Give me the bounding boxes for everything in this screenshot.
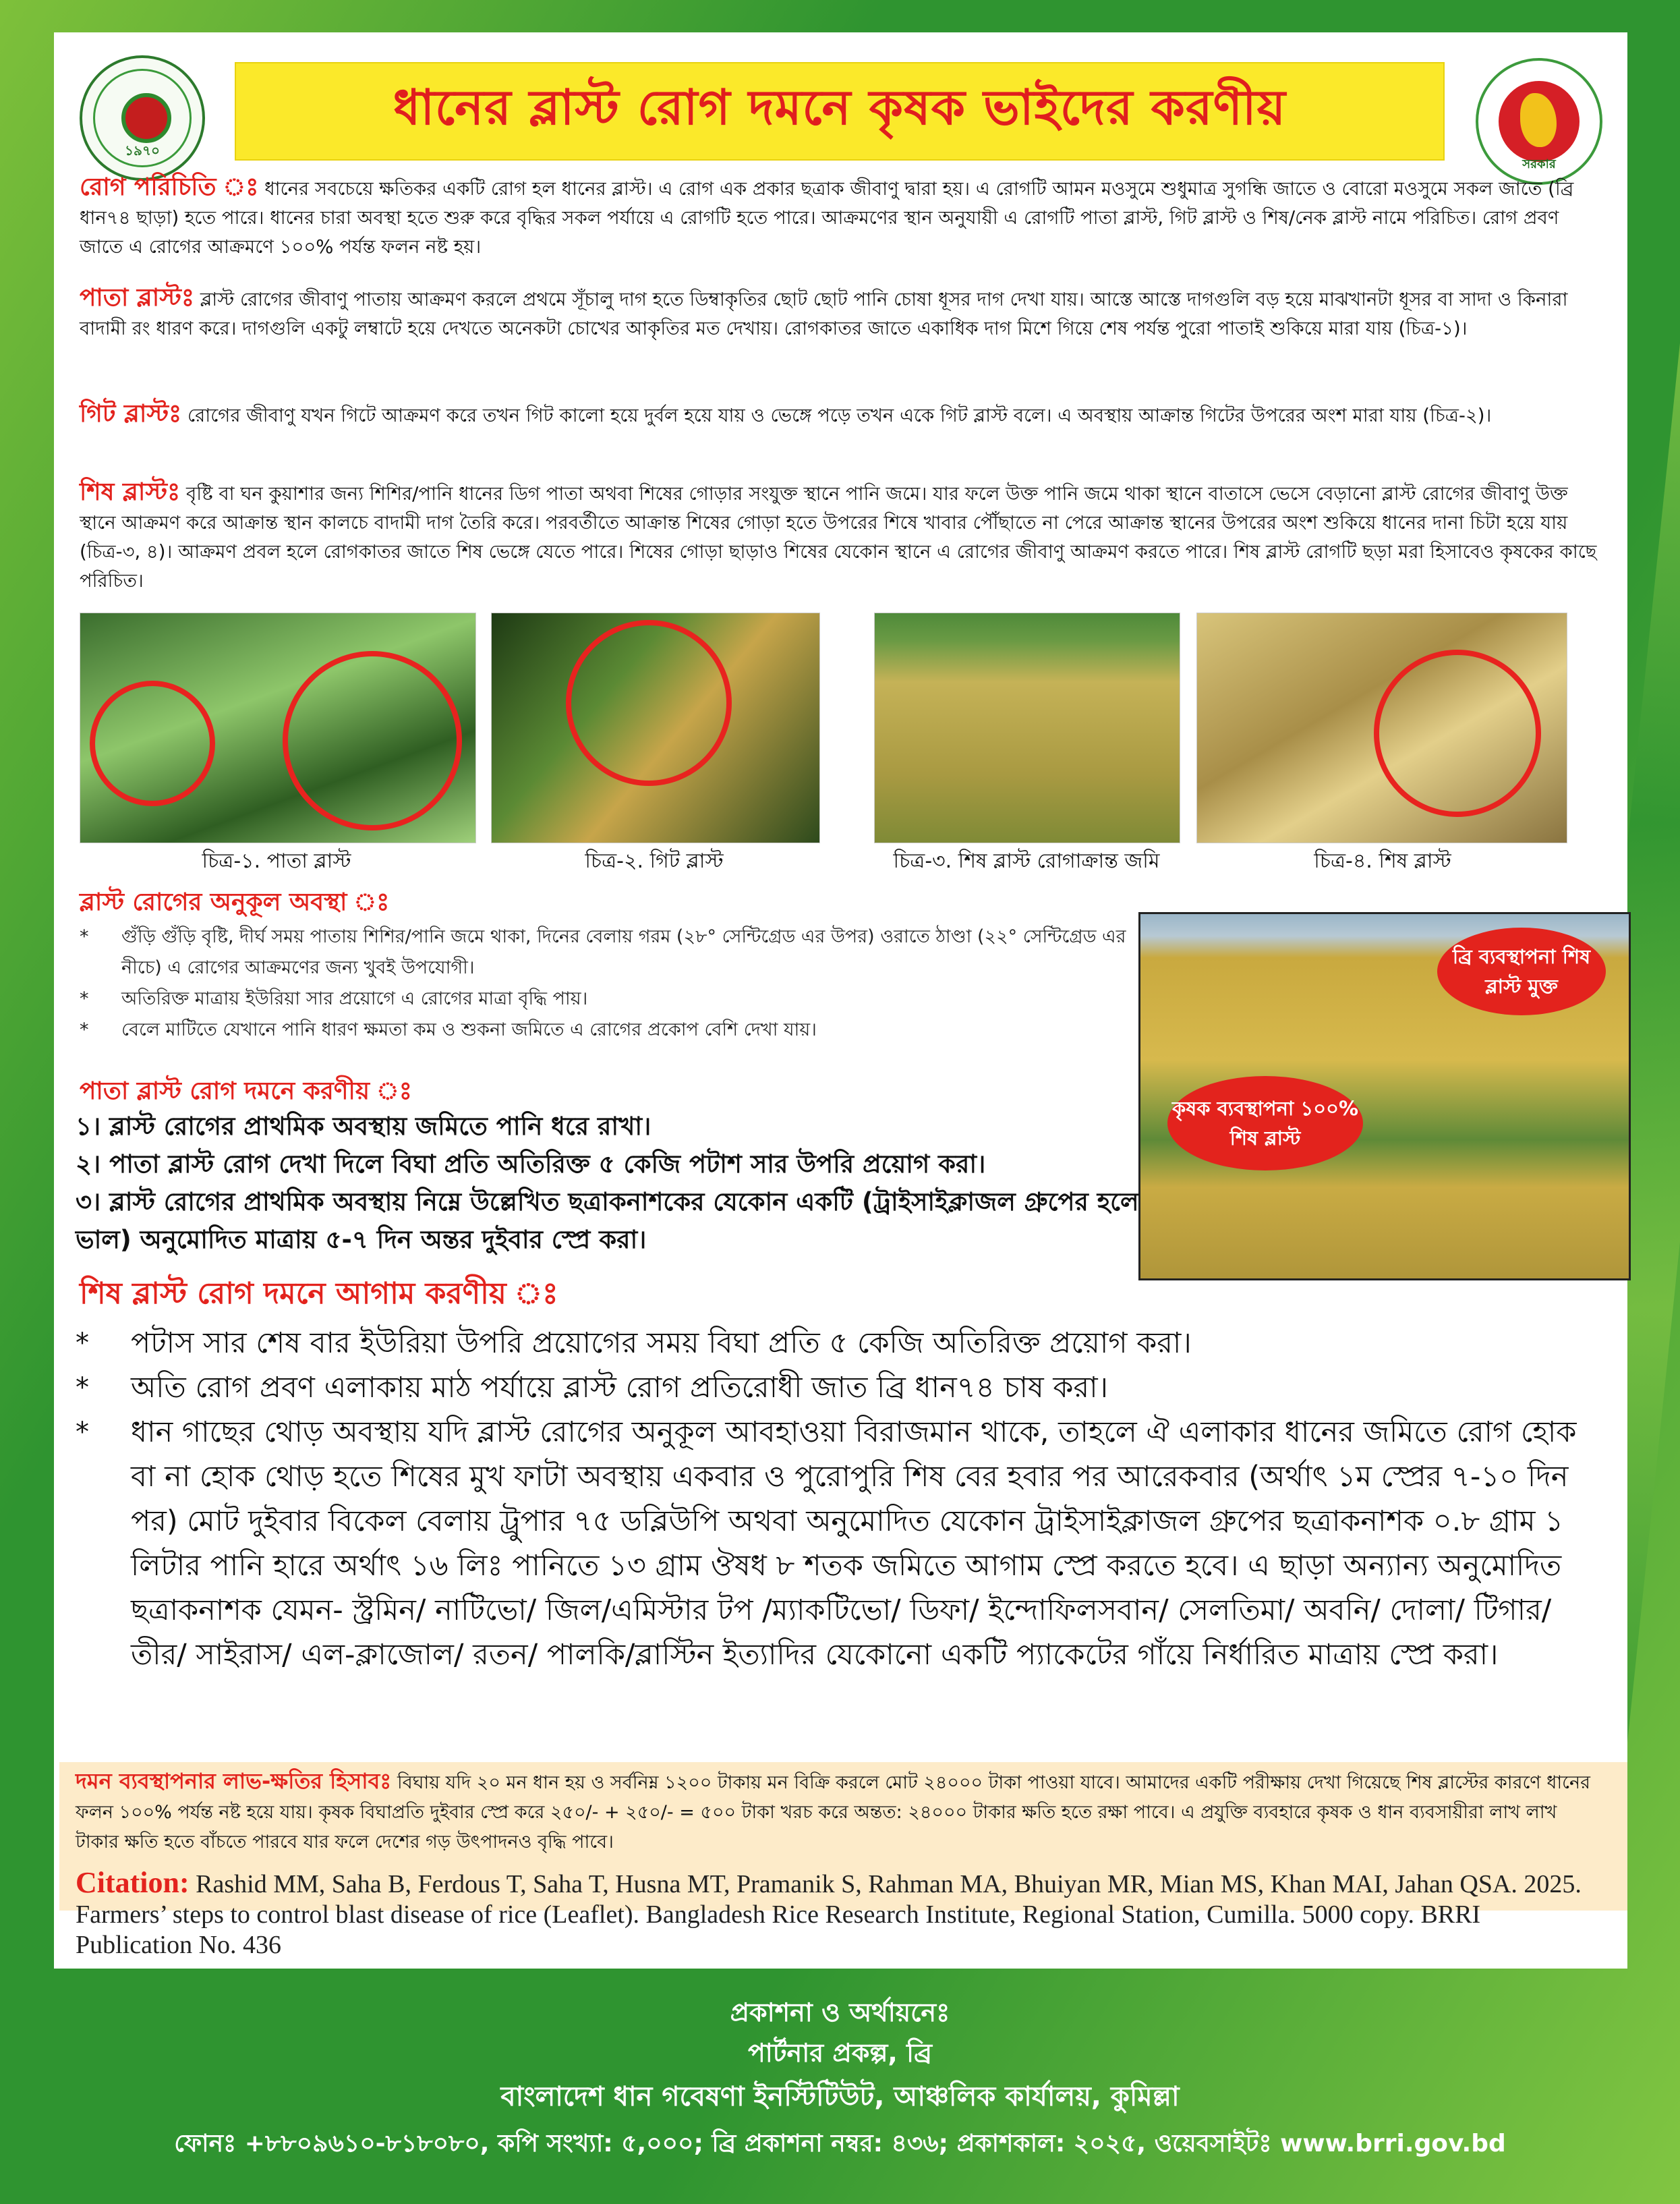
figure-1-photo: [80, 613, 476, 843]
figure-3-photo: [874, 613, 1180, 843]
favorable-heading: ব্লাস্ট রোগের অনুকূল অবস্থা ঃ: [80, 888, 390, 916]
list-item: * ধান গাছের থোড় অবস্থায় যদি ব্লাস্ট রোগের অনুকূল আবহাওয়া বিরাজমান থাকে, তাহলে ঐ এলাকার ধানের জমিতে রোগ হোক বা না হোক থোড় হতে শিষের মুখ ফাটা অবস্থায় একবার ও পুরোপুরি শিষ বের হবার পর আরেকবার (অর্থাৎ ১ম স্প্রের ৭-১০ দিন পর) মোট দুইবার বিকেল বেলায় ট্রুপার ৭৫ ডব্লিউপি অথবা অনুমোদিত যেকোন ট্রাইসাইক্লাজল গ্রুপের ছত্রাকনাশক ০.৮ গ্রাম ১ লিটার পানি হারে অর্থাৎ ১৬ লিঃ পানিতে ১৩ গ্রাম ঔষধ ৮ শতক জমিতে আগাম স্প্রে করতে হবে। এ ছাড়া অন্যান্য অনুমোদিত ছত্রাকনাশক যেমন- স্ট্রমিন/ নাটিভো/ জিল/এমিস্টার টপ /ম্যাকটিভো/ ডিফা/ ইন্দোফিলসবান/ সেলতিমা/ অবনি/ দোলা/ টিগার/ তীর/ সাইরাস/ এল-ক্লাজোল/ রতন/ পালকি/ব্লাস্টিন ইত্যাদির যেকোনো একটি প্যাকেটের গাঁয়ে নির্ধারিত মাত্রায় স্প্রে করা।: [76, 1415, 1577, 1672]
list-item: ৩। ব্লাস্ট রোগের প্রাথমিক অবস্থায় নিম্নে উল্লেখিত ছত্রাকনাশকের যেকোন একটি (ট্রাইসাইক্লাজল গ্রুপের হলে ভাল) অনুমোদিত মাত্রায় ৫-৭ দিন অন্তর দুইবার স্প্রে করা।: [76, 1187, 1139, 1254]
neck-control-heading: শিষ ব্লাস্ট রোগ দমনে আগাম করণীয় ঃ: [80, 1276, 558, 1311]
cost-text: বিঘায় যদি ২০ মন ধান হয় ও সর্বনিম্ন ১২০০ টাকায় মন বিক্রি করলে মোট ২৪০০০ টাকা পাওয়া যাবে। আমাদের একটি পরীক্ষায় দেখা গিয়েছে শিষ ব্লাস্টের কারণে ধানের ফলন ১০০% পর্যন্ত নষ্ট হয়ে যায়। কৃষক বিঘাপ্রতি দুইবার স্প্রে করে ২৫০/- + ২৫০/- = ৫০০ টাকা খরচ করে অন্তত: ২৪০০০ টাকার ক্ষতি হতে রক্ষা পাবে। এ প্রযুক্তি ব্যবহারে কৃষক ও ধান ব্যবসায়ীরা লাখ লাখ টাকার ক্ষতি হতে বাঁচতে পারবে যার ফলে দেশের গড় উৎপাদনও বৃদ্ধি পাবে।: [76, 1772, 1590, 1853]
list-item: ২। পাতা ব্লাস্ট রোগ দেখা দিলে বিঘা প্রতি অতিরিক্ত ৫ কেজি পটাশ সার উপরি প্রয়োগ করা।: [76, 1150, 986, 1179]
bubble-farmer-management: কৃষক ব্যবস্থাপনা ১০০% শিষ ব্লাস্ট: [1167, 1076, 1363, 1170]
citation-text: Rashid MM, Saha B, Ferdous T, Saha T, Husna MT, Pramanik S, Rahman MA, Bhuiyan MR, Mian MS, Khan MAI, Jahan QSA. 2025. Farmers’ steps to control blast disease of rice (Leaflet). Bangladesh Rice Research Institute, Regional Station, Cumilla. 5000 copy. BRRI Publication No. 436: [76, 1870, 1582, 1959]
highlight-circle: [283, 651, 462, 830]
bubble-brri-management: ব্রি ব্যবস্থাপনা শিষ ব্লাস্ট মুক্ত: [1437, 928, 1606, 1015]
neck-blast-paragraph: [80, 478, 1604, 596]
list-item: * অতিরিক্ত মাত্রায় ইউরিয়া সার প্রয়োগে এ রোগের মাত্রা বৃদ্ধি পায়।: [80, 988, 588, 1009]
neck-blast-heading: শিষ ব্লাস্টঃ: [80, 478, 181, 506]
brri-logo-icon: [80, 55, 205, 181]
cost-heading: দমন ব্যবস্থাপনার লাভ-ক্ষতির হিসাবঃ: [76, 1768, 392, 1794]
leaf-blast-heading: পাতা ব্লাস্টঃ: [80, 284, 195, 312]
footer-contact: ফোনঃ +৮৮০৯৬১০-৮১৮০৮০, কপি সংখ্যা: ৫,০০০; ব্রি প্রকাশনা নম্বর: ৪৩৬; প্রকাশকাল: ২০২৫, ওয়েবসাইটঃ www.brri.gov.bd: [174, 2130, 1506, 2157]
neck-control-list: [76, 1321, 1593, 1677]
highlight-circle: [566, 620, 732, 786]
list-item: ১। ব্লাস্ট রোগের প্রাথমিক অবস্থায় জমিতে পানি ধরে রাখা।: [76, 1112, 651, 1141]
citation: [76, 1867, 1600, 1960]
leaf-blast-paragraph: [80, 283, 1604, 343]
list-item: * গুঁড়ি গুঁড়ি বৃষ্টি, দীর্ঘ সময় পাতায় শিশির/পানি জমে থাকা, দিনের বেলায় গরম (২৮° সেন্টিগ্রেড এর উপর) ওরাতে ঠাণ্ডা (২২° সেন্টিগ্রেড এর নীচে) এ রোগের আক্রমণের জন্য খুবই উপযোগী।: [80, 926, 1126, 978]
favorable-list: [80, 922, 1132, 1046]
neck-blast-text: বৃষ্টি বা ঘন কুয়াশার জন্য শিশির/পানি ধানের ডিগ পাতা অথবা শিষের গোড়ার সংযুক্ত স্থানে পানি জমে। যার ফলে উক্ত পানি জমে থাকা স্থানে বাতাসে ভেসে বেড়ানো ব্লাস্ট রোগের জীবাণু উক্ত স্থানে আক্রমণ করে আক্রান্ত স্থান কালচে বাদামী দাগ তৈরি করে। পরবর্তীতে আক্রান্ত শিষের গোড়া হতে উপরের শিষে খাবার পৌঁছাতে না পেরে আক্রান্ত স্থানের উপরের অংশ শুকিয়ে ধানের দানা চিটা হয়ে যায় (চিত্র-৩, ৪)। আক্রমণ প্রবল হলে রোগকাতর জাতে শিষ ভেঙ্গে যেতে পারে। শিষের গোড়া ছাড়াও শিষের যেকোন স্থানে এ রোগের জীবাণু আক্রমণ করতে পারে। শিষ ব্লাস্ট রোগটি ছড়া মরা হিসাবেও কৃষকের কাছে পরিচিত।: [80, 483, 1597, 592]
intro-paragraph: [80, 173, 1604, 262]
cost-paragraph: [76, 1766, 1600, 1857]
seal-label: সরকার: [1522, 157, 1556, 171]
list-item: * বেলে মাটিতে যেখানে পানি ধারণ ক্ষমতা কম ও শুকনা জমিতে এ রোগের প্রকোপ বেশি দেখা যায়।: [80, 1019, 817, 1040]
footer-publisher-label: প্রকাশনা ও অর্থায়নেঃ: [730, 1998, 950, 2027]
list-item: * পটাস সার শেষ বার ইউরিয়া উপরি প্রয়োগের সময় বিঘা প্রতি ৫ কেজি অতিরিক্ত প্রয়োগ করা।: [76, 1326, 1192, 1360]
logo-year: ১৯৭০: [125, 142, 160, 159]
citation-label: Citation:: [76, 1866, 190, 1899]
leaf-control-heading: পাতা ব্লাস্ট রোগ দমনে করণীয় ঃ: [80, 1077, 412, 1105]
figure-3-caption: চিত্র-৩. শিষ ব্লাস্ট রোগাক্রান্ত জমি: [893, 849, 1160, 873]
intro-text: ধানের সবচেয়ে ক্ষতিকর একটি রোগ হল ধানের ব্লাস্ট। এ রোগ এক প্রকার ছত্রাক জীবাণু দ্বারা হয়। এ রোগটি আমন মওসুমে শুধুমাত্র সুগন্ধি জাতে ও বোরো মওসুমে সকল জাতে (ব্রি ধান৭৪ ছাড়া) হতে পারে। ধানের চারা অবস্থা হতে শুরু করে বৃদ্ধির সকল পর্যায়ে এ রোগটি হতে পারে। আক্রমণের স্থান অনুযায়ী এ রোগটি পাতা ব্লাস্ট, গিট ব্লাস্ট ও শিষ/নেক ব্লাস্ট নামে পরিচিত। রোগ প্রবণ জাতে এ রোগের আক্রমণে ১০০% পর্যন্ত ফলন নষ্ট হয়।: [80, 178, 1574, 258]
list-item: * অতি রোগ প্রবণ এলাকায় মাঠ পর্যায়ে ব্লাস্ট রোগ প্রতিরোধী জাত ব্রি ধান৭৪ চাষ করা।: [76, 1371, 1108, 1405]
footer-project: পার্টনার প্রকল্প, ব্রি: [748, 2038, 932, 2068]
node-blast-text: রোগের জীবাণু যখন গিটে আক্রমণ করে তখন গিট কালো হয়ে দুর্বল হয়ে যায় ও ভেঙ্গে পড়ে তখন একে গিট ব্লাস্ট বলে। এ অবস্থায় আক্রান্ত গিটের উপরের অংশ মারা যায় (চিত্র-২)।: [187, 405, 1492, 426]
title-banner: [235, 62, 1445, 161]
node-blast-heading: গিট ব্লাস্টঃ: [80, 400, 182, 428]
figure-2-photo: [491, 613, 820, 843]
node-blast-paragraph: [80, 399, 1604, 430]
field-comparison-photo: [1138, 912, 1631, 1280]
leaf-blast-text: ব্লাস্ট রোগের জীবাণু পাতায় আক্রমণ করলে প্রথমে সূঁচালু দাগ হতে ডিম্বাকৃতির ছোট ছোট পানি চোষা ধূসর দাগ দেখা যায়। আস্তে আস্তে দাগগুলি বড় হয়ে মাঝখানটা ধূসর বা সাদা ও কিনারা বাদামী রং ধারণ করে। দাগগুলি একটু লম্বাটে হয়ে দেখতে অনেকটা চোখের আকৃতির মত দেখায়। রোগকাতর জাতে একাধিক দাগ মিশে গিয়ে শেষ পর্যন্ত পুরো পাতাই শুকিয়ে মারা যায় (চিত্র-১)।: [80, 289, 1568, 339]
footer-institute: বাংলাদেশ ধান গবেষণা ইনস্টিটিউট, আঞ্চলিক কার্যালয়, কুমিল্লা: [500, 2081, 1180, 2112]
figure-4-caption: চিত্র-৪. শিষ ব্লাস্ট: [1314, 849, 1451, 873]
intro-heading: রোগ পরিচিতি ঃ: [80, 173, 259, 201]
leaf-control-list: [76, 1108, 1141, 1259]
highlight-circle: [1374, 650, 1541, 817]
page-title: ধানের ব্লাস্ট রোগ দমনে কৃষক ভাইদের করণীয়: [393, 79, 1287, 136]
figure-1-caption: চিত্র-১. পাতা ব্লাস্ট: [202, 849, 351, 873]
highlight-circle: [90, 681, 215, 806]
figure-4-photo: [1196, 613, 1567, 843]
govt-seal-icon: [1476, 58, 1602, 185]
figure-2-caption: চিত্র-২. গিট ব্লাস্ট: [585, 849, 724, 873]
